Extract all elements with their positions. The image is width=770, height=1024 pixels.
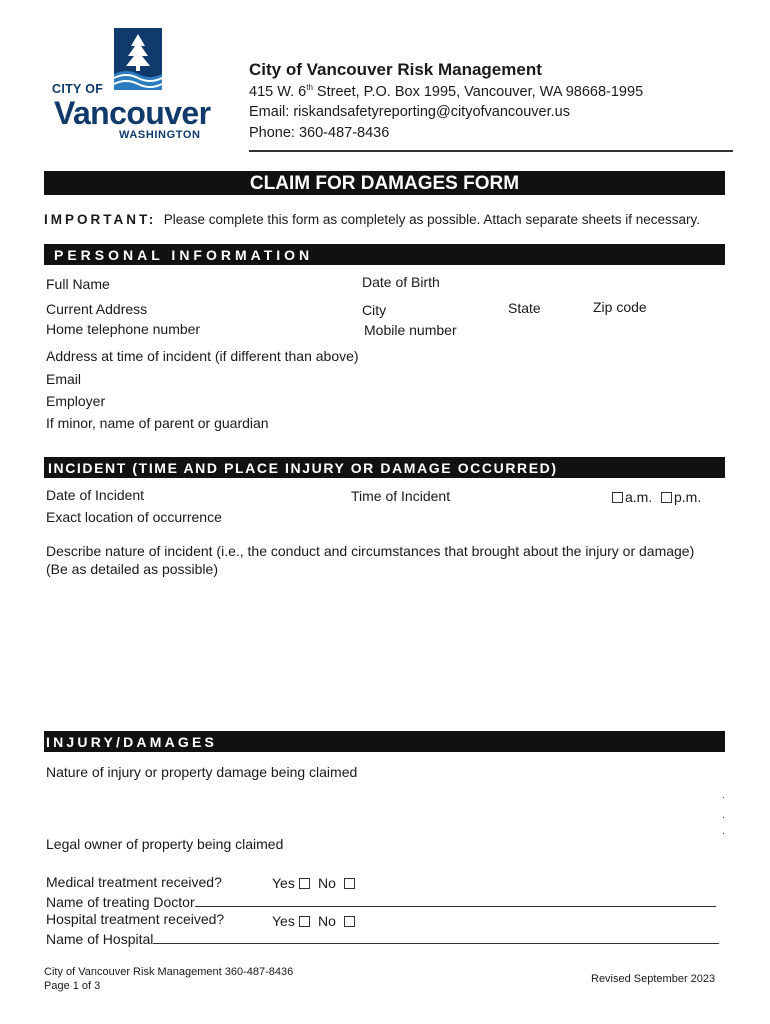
time-of-incident-label: Time of Incident xyxy=(351,488,451,504)
medical-no-label: No xyxy=(318,875,336,891)
employer-label: Employer xyxy=(46,393,106,409)
header-divider xyxy=(249,150,733,152)
city-label: City xyxy=(362,302,387,318)
mobile-number-label: Mobile number xyxy=(364,322,457,338)
form-title: CLAIM FOR DAMAGES FORM xyxy=(44,171,725,195)
important-notice xyxy=(44,212,700,228)
address-post: Street, P.O. Box 1995, Vancouver, WA 98668-1995 xyxy=(312,83,644,100)
location-label: Exact location of occurrence xyxy=(46,509,222,525)
medical-no-option[interactable] xyxy=(318,875,357,891)
tree-wave-emblem-icon xyxy=(114,28,162,90)
city-logo xyxy=(52,28,217,143)
section-injury-damages: INJURY/DAMAGES xyxy=(44,731,725,752)
pm-checkbox[interactable] xyxy=(661,492,672,503)
hospital-input-line[interactable] xyxy=(153,931,719,944)
medical-yes-option[interactable] xyxy=(272,875,312,891)
footer-contact: City of Vancouver Risk Management 360-487-8436 xyxy=(44,966,294,978)
full-name-label: Full Name xyxy=(46,276,110,292)
describe-incident-note: (Be as detailed as possible) xyxy=(46,561,218,577)
header-email: Email: riskandsafetyreporting@cityofvancouver.us xyxy=(249,104,570,120)
header-address xyxy=(249,83,643,100)
medical-yes-checkbox[interactable] xyxy=(299,878,310,889)
hospital-no-option[interactable] xyxy=(318,913,357,929)
line-marker: . xyxy=(722,790,725,801)
page-number: Page 1 of 3 xyxy=(44,980,101,992)
hospital-yes-checkbox[interactable] xyxy=(299,916,310,927)
describe-incident-label: Describe nature of incident (i.e., the conduct and circumstances that brought about the injury or damage) xyxy=(46,543,695,559)
zip-code-label: Zip code xyxy=(593,299,647,315)
hospital-label-text: Name of Hospital xyxy=(46,931,154,947)
logo-washington: WASHINGTON xyxy=(119,129,201,141)
address-pre: 415 W. 6 xyxy=(249,83,307,100)
section-incident: INCIDENT (TIME AND PLACE INJURY OR DAMAGE OCCURRED) xyxy=(44,457,725,478)
am-option[interactable] xyxy=(612,489,652,505)
hospital-yes-label: Yes xyxy=(272,913,295,929)
pm-label: p.m. xyxy=(674,489,702,505)
am-label: a.m. xyxy=(625,489,653,505)
revision-date: Revised September 2023 xyxy=(591,973,716,985)
doctor-input-line[interactable] xyxy=(195,894,716,907)
address-sup: th xyxy=(306,83,313,92)
nature-of-injury-label: Nature of injury or property damage being claimed xyxy=(46,764,358,780)
line-marker: . xyxy=(722,826,725,837)
pm-option[interactable] xyxy=(661,489,701,505)
logo-city-of: CITY OF xyxy=(52,82,104,96)
medical-yes-label: Yes xyxy=(272,875,295,891)
hospital-treatment-label: Hospital treatment received? xyxy=(46,911,225,927)
medical-no-checkbox[interactable] xyxy=(344,878,355,889)
date-of-birth-label: Date of Birth xyxy=(362,274,440,290)
home-phone-label: Home telephone number xyxy=(46,321,201,337)
header-phone: Phone: 360-487-8436 xyxy=(249,125,390,141)
important-text: Please complete this form as completely as possible. Attach separate sheets if necessary. xyxy=(163,212,701,227)
hospital-yes-option[interactable] xyxy=(272,913,312,929)
incident-address-label: Address at time of incident (if different than above) xyxy=(46,348,359,364)
date-of-incident-label: Date of Incident xyxy=(46,487,145,503)
email-label: Email xyxy=(46,371,82,387)
doctor-label-text: Name of treating Doctor xyxy=(46,894,195,910)
legal-owner-label: Legal owner of property being claimed xyxy=(46,836,284,852)
medical-treatment-label: Medical treatment received? xyxy=(46,874,222,890)
doctor-label xyxy=(46,894,716,910)
guardian-label: If minor, name of parent or guardian xyxy=(46,415,269,431)
am-checkbox[interactable] xyxy=(612,492,623,503)
hospital-no-checkbox[interactable] xyxy=(344,916,355,927)
state-label: State xyxy=(508,300,541,316)
current-address-label: Current Address xyxy=(46,301,148,317)
hospital-label xyxy=(46,931,719,947)
line-marker: . xyxy=(722,810,725,821)
section-personal-information: PERSONAL INFORMATION xyxy=(44,244,725,265)
header-title: City of Vancouver Risk Management xyxy=(249,60,542,79)
important-label: IMPORTANT: xyxy=(44,212,157,227)
hospital-no-label: No xyxy=(318,913,336,929)
logo-vancouver: Vancouver xyxy=(54,95,211,131)
